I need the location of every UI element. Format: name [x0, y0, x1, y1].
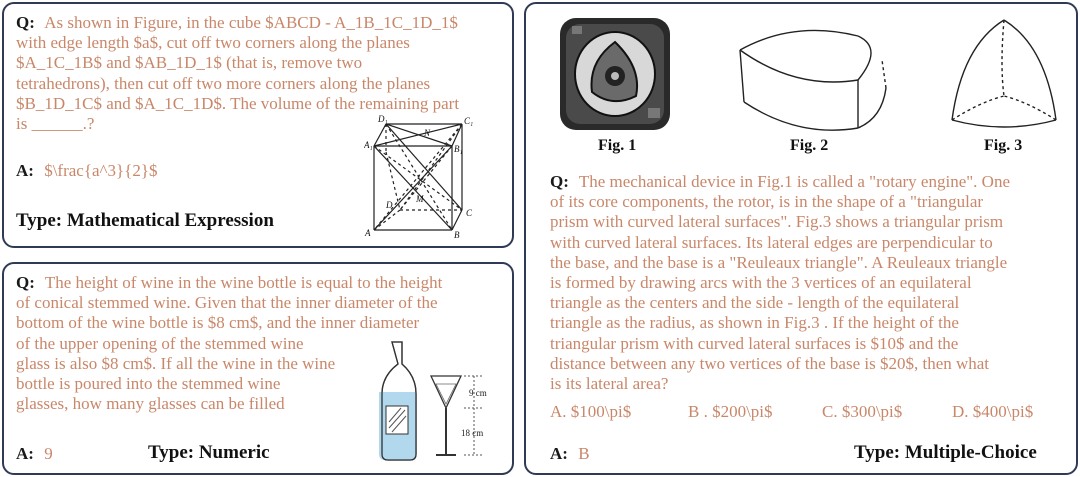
answer-value: 9 — [44, 444, 53, 463]
answer-row — [16, 444, 53, 464]
answer-label: A: — [16, 444, 34, 463]
question-line: bottom of the wine bottle is $8 cm$, and the inner diameter — [16, 313, 420, 333]
question-line: of its core components, the rotor, is in the shape of a "triangular — [550, 192, 984, 212]
question-line: prism with curved lateral surfaces". Fig.3 shows a triangular prism — [550, 212, 1004, 232]
cube-figure — [364, 114, 484, 240]
vertex-label: C — [466, 208, 473, 218]
question-line: $B_1D_1C$ and $A_1C_1D$. The volume of the remaining part — [16, 93, 460, 113]
answer-label: A: — [550, 444, 568, 463]
answer-row — [550, 444, 590, 464]
vertex-label: M — [416, 194, 424, 204]
vertex-label: C₁ — [464, 116, 474, 126]
question-line: triangular prism with curved lateral surfaces is $10$ and the — [550, 333, 959, 353]
question-block — [550, 172, 1070, 394]
question-line: the base, and the base is a "Reuleaux triangle". A Reuleaux triangle — [550, 252, 1008, 272]
question-line: glass is also $8 cm$. If all the wine in the wine — [16, 353, 336, 373]
question-line: with curved lateral surfaces. Its lateral edges are perpendicular to — [550, 232, 993, 252]
question-line: is its lateral area? — [550, 374, 669, 394]
figure-caption: Fig. 2 — [790, 137, 829, 154]
question-line: $A_1C_1B$ and $AB_1D_1$ (that is, remove two — [16, 53, 363, 73]
answer-value: $\frac{a^3}{2}$ — [44, 161, 158, 180]
wine-bottle-figure — [374, 334, 499, 464]
question-line: with edge length $a$, cut off two corners along the planes — [16, 33, 410, 53]
option-d: D. $400\pi$ — [952, 402, 1034, 421]
question-label: Q: — [16, 273, 35, 292]
dimension-label: 18 cm — [461, 428, 484, 438]
question-line: triangle as the centers and the side - length of the equilateral — [550, 293, 960, 313]
question-line: bottle is poured into the stemmed wine — [16, 374, 281, 394]
question-line: Q: The mechanical device in Fig.1 is called a "rotary engine". One — [550, 172, 1011, 191]
option-c: C. $300\pi$ — [822, 402, 903, 421]
multiple-choice-panel — [524, 2, 1078, 475]
question-line: distance between any two vertices of the base is $20$, then what — [550, 353, 990, 373]
vertex-label: B₁ — [454, 144, 463, 154]
question-type: Type: Multiple-Choice — [854, 442, 1037, 463]
question-type: Type: Mathematical Expression — [16, 210, 274, 231]
numeric-panel — [2, 262, 514, 475]
figure-caption: Fig. 3 — [984, 137, 1023, 154]
question-label: Q: — [550, 172, 569, 191]
math-expression-panel — [2, 2, 514, 248]
vertex-label: D₁ — [378, 114, 388, 124]
question-label: Q: — [16, 13, 35, 32]
figure-caption: Fig. 1 — [598, 137, 637, 154]
question-line: Q: As shown in Figure, in the cube $ABCD - A_1B_1C_1D_1$ — [16, 13, 458, 32]
answer-value: B — [578, 444, 590, 463]
question-line: is ______.? — [16, 114, 95, 134]
reuleaux-prism-figure — [946, 16, 1066, 132]
question-line: is formed by drawing arcs with the 3 vertices of an equilateral — [550, 273, 972, 293]
question-line: tetrahedrons), then cut off two more corners along the planes — [16, 73, 431, 93]
question-line: Q: The height of wine in the wine bottle is equal to the height — [16, 273, 443, 292]
vertex-label: N — [424, 128, 431, 138]
option-a: A. $100\pi$ — [550, 402, 632, 421]
option-b: B . $200\pi$ — [688, 402, 773, 421]
dimension-label: 9 cm — [469, 388, 487, 398]
question-line: of conical stemmed wine. Given that the inner diameter of the — [16, 293, 438, 313]
answer-label: A: — [16, 161, 34, 180]
question-line: triangle as the radius, as shown in Fig.3 . If the height of the — [550, 313, 959, 333]
rotary-engine-figure — [556, 12, 674, 136]
vertex-label: D — [386, 200, 393, 210]
vertex-label: A₁ — [364, 140, 373, 150]
question-type: Type: Numeric — [148, 442, 270, 463]
question-line: of the upper opening of the stemmed wine — [16, 333, 304, 353]
curved-prism-figure — [734, 28, 904, 134]
vertex-label: A — [365, 228, 371, 238]
vertex-label: B — [454, 230, 460, 240]
answer-row — [16, 161, 158, 181]
question-line: glasses, how many glasses can be filled — [16, 394, 285, 414]
